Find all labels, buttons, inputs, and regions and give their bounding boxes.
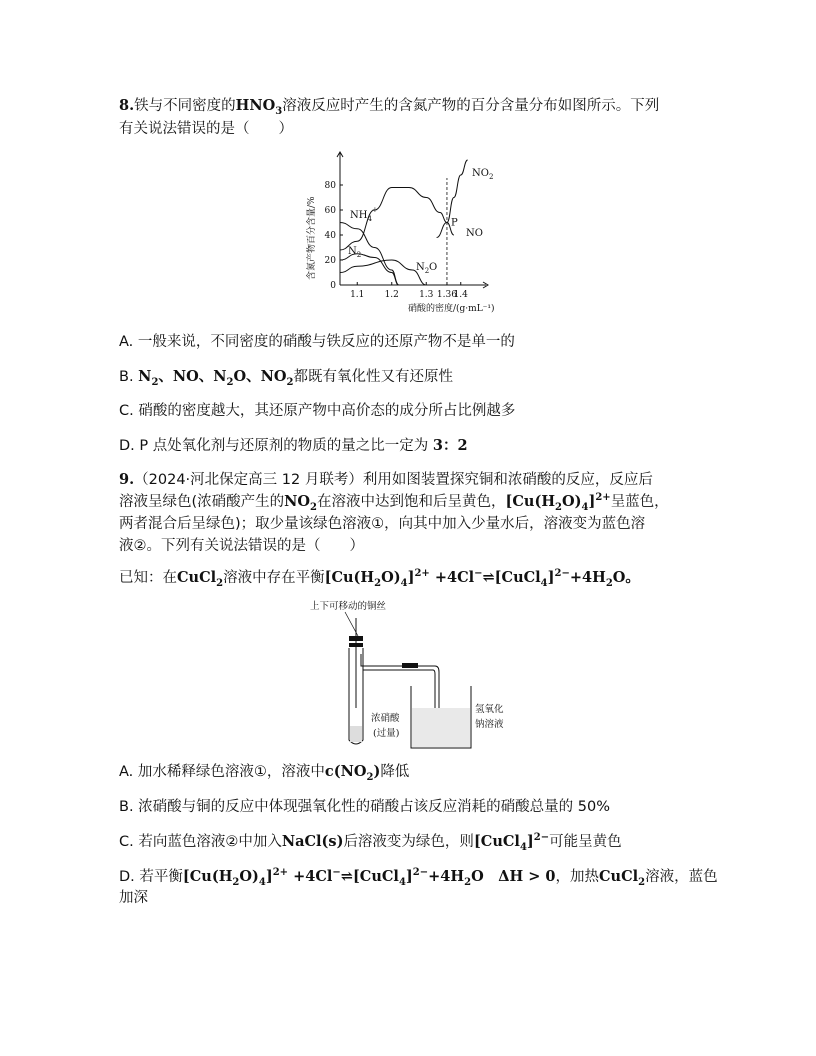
x-tick-label: 1.1 <box>350 290 365 300</box>
n2-label: $N_2$ <box>348 246 362 259</box>
q9-option-d: D. 若平衡$[Cu(H_2O)_4]^{2+}$ $+4Cl^-\rightleftharpoons[CuCl_4]^{2-}+4H_2O$ ΔH > 0，加热CuCl$_2$溶液，蓝色 <box>119 867 718 888</box>
q9-stem-line1: 9.（2024·河北保定高三 12 月联考）利用如图装置探究铜和浓硝酸的反应，反应后 <box>119 471 653 488</box>
q9-option-d-line2: 加深 <box>119 890 148 906</box>
q9-stem-line2: 溶液呈绿色(浓硝酸产生的$NO_2$在溶液中达到饱和后呈黄色，$[Cu(H_2O)_4]^{2+}$呈蓝色， <box>119 492 669 513</box>
q9-option-c: C. 若向蓝色溶液②中加入NaCl(s)后溶液变为绿色，则[CuCl$_4$]$^{2-}$可能呈黄色 <box>119 832 622 853</box>
y-tick-label: 60 <box>324 206 336 216</box>
n2o-label-o: O <box>429 262 438 273</box>
y-tick-label: 80 <box>324 181 336 191</box>
y-axis-label: 含氮产物百分含量/% <box>307 196 317 280</box>
nh4-label: $NH_4^+$ <box>350 206 378 223</box>
naoh-label-2: 钠溶液 <box>475 719 504 730</box>
q8-stem-line1 <box>119 96 659 116</box>
conc-nitric-acid-label: 浓硝酸 <box>371 713 400 724</box>
q8-number: 8. <box>119 97 135 114</box>
apparatus-diagram <box>305 598 535 753</box>
y-tick-label: 40 <box>324 231 336 241</box>
q8-text: 溶液反应时产生的含氮产物的百分含量分布如图所示。下列 <box>282 98 660 114</box>
x-tick-label: 1.2 <box>384 290 399 300</box>
q9-stem-line4: 液②。下列有关说法错误的是（ ） <box>119 538 364 554</box>
n2o-label: $N_2$ <box>416 262 430 275</box>
q8-option-c: C. 硝酸的密度越大，其还原产物中高价态的成分所占比例越多 <box>119 403 516 419</box>
n2o-curve <box>340 260 426 285</box>
y-tick-label: 20 <box>324 256 336 266</box>
naoh-label-1: 氢氧化 <box>475 704 504 715</box>
q8-option-a: A. 一般来说，不同密度的硝酸与铁反应的还原产物不是单一的 <box>119 334 515 350</box>
q8-text: 铁与不同密度的 <box>134 98 236 114</box>
excess-label: (过量) <box>373 728 400 739</box>
q9-stem-line3: 两者混合后呈绿色)；取少量该绿色溶液①，向其中加入少量水后，溶液变为蓝色溶 <box>119 516 646 532</box>
point-p-label: P <box>450 217 458 229</box>
q9-option-a: A. 加水稀释绿色溶液①，溶液中$c(NO_2)$降低 <box>119 763 410 783</box>
q8-option-d: D. P 点处氧化剂与还原剂的物质的量之比一定为 3：2 <box>119 437 468 454</box>
q9-known-equilibrium: 已知：在CuCl$_2$溶液中存在平衡$[Cu(H_2O)_4]^{2+}$ $+4Cl^-\rightleftharpoons[CuCl_4]^{2-}+4H_2O$。 <box>119 568 640 589</box>
no-label: NO <box>466 228 483 239</box>
nitrogen-products-chart <box>300 150 515 320</box>
q8-stem-line2: 有关说法错误的是（ ） <box>119 121 293 137</box>
q9-number: 9. <box>119 471 135 488</box>
hno3-formula: $HNO_3$ <box>235 97 283 117</box>
x-axis-label: 硝酸的密度/(g·mL⁻¹) <box>408 304 495 314</box>
q9-option-b: B. 浓硝酸与铜的反应中体现强氧化性的硝酸占该反应消耗的硝酸总量的 50% <box>119 799 611 815</box>
q8-option-b: B. $N_2$、NO、$N_2O$、$NO_2$都既有氧化性又有还原性 <box>119 368 453 388</box>
x-tick-label: 1.36 <box>436 290 457 300</box>
no2-label: $NO_2$ <box>472 168 494 181</box>
y-tick-label: 0 <box>330 281 336 291</box>
copper-wire-label: 上下可移动的铜丝 <box>310 601 387 612</box>
x-tick-label: 1.3 <box>419 290 434 300</box>
x-tick-label: 1.4 <box>453 290 468 300</box>
